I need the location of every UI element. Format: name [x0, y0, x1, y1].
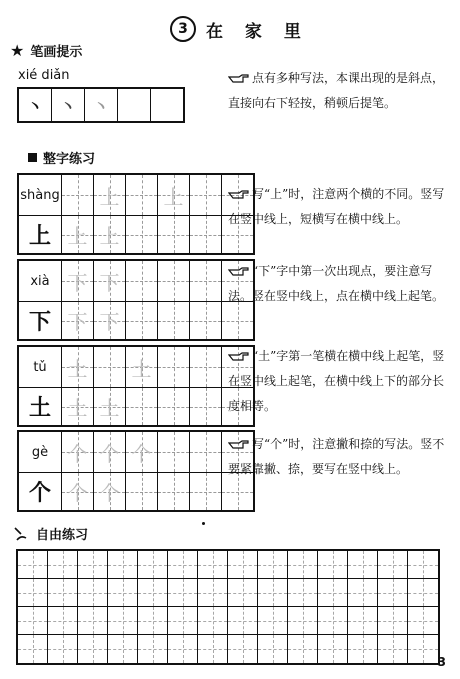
writing-grid[interactable]: [62, 175, 253, 253]
trace-char: [222, 432, 253, 472]
practice-char: 土: [28, 395, 51, 421]
stroke-hint-note-text: 点有多种写法，本课出现的是斜点，直接向右下轻按，稍顿后提笔。: [228, 71, 445, 110]
writing-grid[interactable]: [62, 432, 253, 510]
stroke-box: 丶: [26, 96, 43, 116]
practice-note-text: “下”字中第一次出现点，要注意写法。竖在竖中线上，点在横中线上起笔。: [228, 264, 445, 303]
practice-note-text: 写“个”时，注意撇和捺的写法。竖不要紧靠撇、捺，要写在竖中线上。: [228, 437, 445, 476]
trace-char: 下: [99, 310, 120, 334]
star-icon: ★: [10, 40, 25, 60]
practice-pinyin: tǔ: [19, 347, 61, 388]
pen-icon: [12, 525, 30, 543]
stroke-pinyin: xié diǎn: [18, 68, 70, 83]
practice-pinyin: gè: [19, 432, 61, 473]
practice-note-tu: [228, 344, 450, 419]
trace-char: 土: [67, 356, 88, 381]
practice-pinyin: shàng: [19, 175, 61, 216]
trace-char: [94, 347, 125, 387]
trace-char: 土: [67, 396, 88, 420]
practice-note-xia: [228, 259, 450, 309]
stroke-box: 丶: [51, 89, 84, 121]
practice-char: 个: [28, 480, 51, 506]
trace-char: 上: [163, 184, 184, 209]
practice-note-text: 写“上”时，注意两个横的不同。竖写在竖中线上，短横写在横中线上。: [228, 187, 445, 226]
practice-note-shang: [228, 182, 450, 232]
trace-char: [190, 261, 221, 301]
free-practice-heading: [12, 524, 88, 543]
practice-char: 下: [28, 309, 51, 335]
trace-char: [126, 175, 157, 215]
practice-note-text: “土”字第一笔横在横中线上起笔，竖在竖中线上起笔，在横中线上下的部分长度相等。: [228, 349, 445, 413]
practice-block-shang: [17, 173, 255, 255]
trace-char: [222, 175, 253, 215]
trace-char: [222, 347, 253, 387]
stroke-hint-note: [228, 66, 450, 116]
trace-char: 上: [99, 184, 120, 209]
trace-char: [222, 261, 253, 301]
trace-char: 个: [131, 441, 152, 466]
trace-char: 个: [67, 481, 88, 505]
trace-char: 下: [67, 310, 88, 334]
trace-char: 个: [99, 441, 120, 466]
lesson-header: [170, 14, 309, 44]
trace-char: [190, 347, 221, 387]
practice-heading: [28, 148, 95, 167]
practice-block-tu: [17, 345, 255, 427]
trace-char: [158, 261, 189, 301]
dot-mark: [202, 522, 205, 525]
stroke-hint-heading: [10, 41, 82, 60]
trace-char: 下: [99, 270, 120, 295]
trace-char: 土: [131, 356, 152, 381]
trace-char: 下: [67, 270, 88, 295]
practice-heading-text: 整字练习: [43, 152, 96, 167]
stroke-box: 丶: [84, 89, 117, 121]
trace-char: 土: [99, 396, 120, 420]
trace-char: 上: [67, 224, 88, 248]
square-bullet-icon: [28, 153, 37, 162]
free-practice-grid[interactable]: [16, 549, 440, 665]
pointing-hand-icon: [228, 73, 250, 84]
practice-block-xia: [17, 259, 255, 341]
trace-char: 个: [67, 441, 88, 466]
stroke-hint-heading-text: 笔画提示: [30, 45, 83, 60]
free-practice-heading-text: 自由练习: [36, 528, 89, 543]
lesson-title: 在 家 里: [206, 21, 309, 42]
trace-char: [158, 432, 189, 472]
trace-char: [190, 432, 221, 472]
trace-char: 上: [99, 224, 120, 248]
trace-char: [190, 175, 221, 215]
trace-char: [126, 261, 157, 301]
practice-pinyin: xià: [19, 261, 61, 302]
writing-grid[interactable]: [62, 347, 253, 425]
writing-grid[interactable]: [62, 261, 253, 339]
practice-block-ge: [17, 430, 255, 512]
trace-char: [62, 175, 93, 215]
lesson-number: 3: [170, 16, 196, 42]
practice-char: 上: [28, 223, 51, 249]
practice-note-ge: [228, 432, 450, 482]
page-number: 3: [437, 655, 446, 669]
trace-char: [158, 347, 189, 387]
stroke-box: [150, 89, 183, 121]
stroke-box: [117, 89, 150, 121]
trace-char: 个: [99, 481, 120, 505]
stroke-boxes: [17, 87, 185, 123]
